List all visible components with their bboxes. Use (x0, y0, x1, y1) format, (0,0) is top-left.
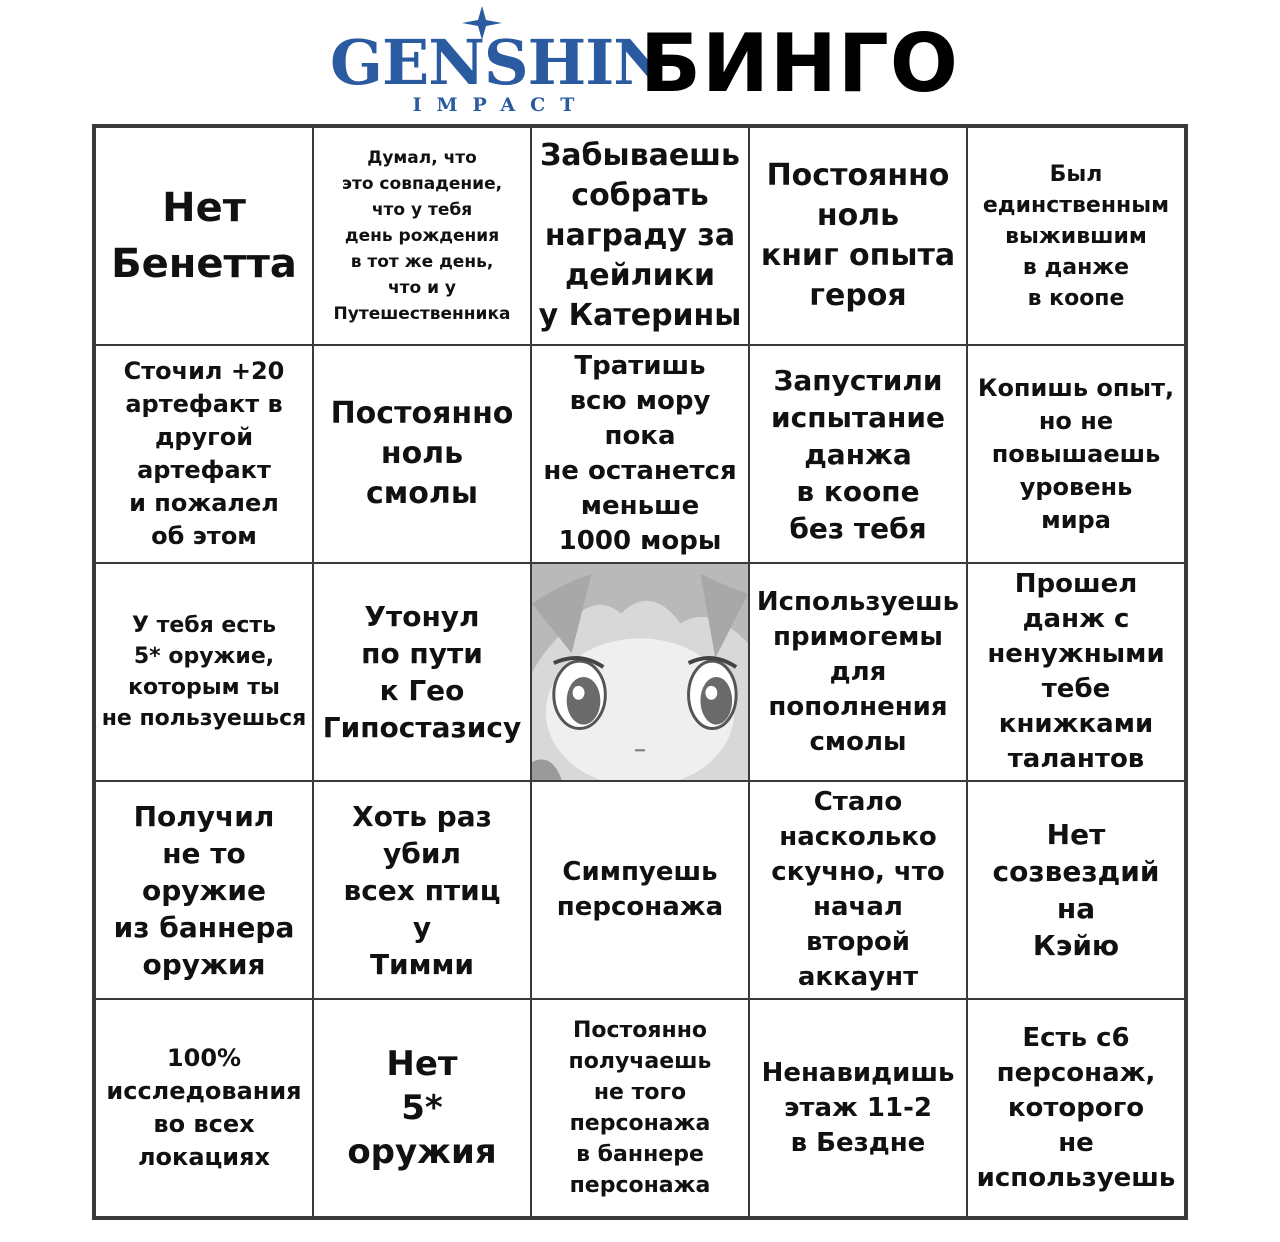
bingo-grid (92, 124, 1188, 1220)
bingo-cell-r4c2: Хоть раз убил всех птиц у Тимми (313, 781, 531, 999)
bingo-cell-r1c4: Постоянно ноль книг опыта героя (749, 127, 967, 345)
bingo-cell-r3c1: У тебя есть 5* оружие, которым ты не пользуешься (95, 563, 313, 781)
header (0, 0, 1280, 124)
genshin-impact-logo (322, 6, 669, 116)
bingo-cell-r1c1: Нет Бенетта (95, 127, 313, 345)
page-title: БИНГО (640, 17, 959, 110)
bingo-cell-r2c2: Постоянно ноль смолы (313, 345, 531, 563)
bingo-cell-r3c2: Утонул по пути к Гео Гипостазису (313, 563, 531, 781)
bingo-cell-r2c4: Запустили испытание данжа в коопе без тебя (749, 345, 967, 563)
bingo-cell-r4c1: Получил не то оружие из баннера оружия (95, 781, 313, 999)
bingo-cell-r5c4: Ненавидишь этаж 11-2 в Бездне (749, 999, 967, 1217)
bingo-cell-r4c3: Симпуешь персонажа (531, 781, 749, 999)
logo-main-text: GENSHIN (330, 26, 669, 99)
bingo-cell-r5c2: Нет 5* оружия (313, 999, 531, 1217)
bingo-cell-r5c5: Есть с6 персонаж, которого не используешь (967, 999, 1185, 1217)
bingo-cell-r2c3: Тратишь всю мору пока не останется меньше 1000 моры (531, 345, 749, 563)
bingo-cell-r1c3: Забываешь собрать награду за дейлики у Катерины (531, 127, 749, 345)
bingo-cell-r1c5: Был единственным выжившим в данже в коопе (967, 127, 1185, 345)
bingo-cell-r5c3: Постоянно получаешь не того персонажа в баннере персонажа (531, 999, 749, 1217)
bingo-cell-r1c2: Думал, что это совпадение, что у тебя день рождения в тот же день, что и у Путешественника (313, 127, 531, 345)
bingo-cell-r3c5: Прошел данж с ненужными тебе книжками талантов (967, 563, 1185, 781)
bingo-cell-r5c1: 100% исследования во всех локациях (95, 999, 313, 1217)
logo-sub-text: IMPACT (412, 94, 590, 116)
bingo-cell-r2c5: Копишь опыт, но не повышаешь уровень мира (967, 345, 1185, 563)
bingo-cell-r4c4: Стало насколько скучно, что начал второй аккаунт (749, 781, 967, 999)
bingo-cell-r2c1: Сточил +20 артефакт в другой артефакт и пожалел об этом (95, 345, 313, 563)
bingo-cell-r3c3-free-image (531, 563, 749, 781)
character-face-icon (532, 564, 748, 780)
bingo-cell-r3c4: Используешь примогемы для пополнения смолы (749, 563, 967, 781)
bingo-cell-r4c5: Нет созвездий на Кэйю (967, 781, 1185, 999)
